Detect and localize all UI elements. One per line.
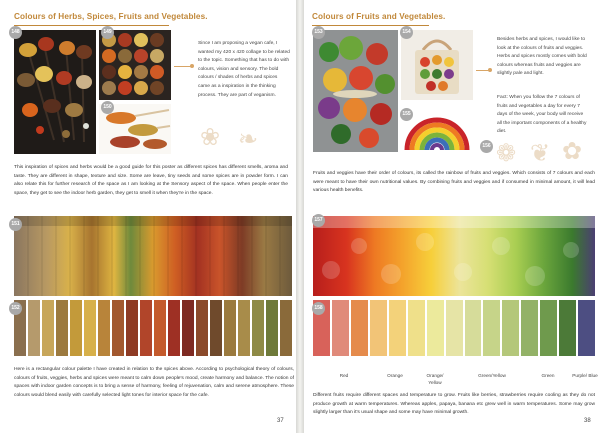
palette-swatch <box>521 300 538 356</box>
palette-swatch <box>42 300 54 356</box>
palette-label-green-yellow: Green/Yellow <box>478 373 506 378</box>
vegetable-basket-photo <box>313 30 398 152</box>
connector-dot <box>190 64 194 68</box>
left-page <box>0 0 296 433</box>
palette-swatch <box>280 300 292 356</box>
palette-swatch <box>427 300 444 356</box>
palette-swatch <box>126 300 138 356</box>
figure-number-155: 155 <box>400 108 413 121</box>
figure-number-150: 150 <box>101 101 114 114</box>
figure-number-154: 154 <box>400 26 413 39</box>
spice-colour-palette <box>14 300 292 356</box>
spices-paragraph: This inspiration of spices and herbs would be a good guide for this poster as different spices has different smells, aroma and taste. They are different in shape, texture and size. Some are leave, tiny seeds and some spices are in powder form. I can also relate this for further research of the space as I am looking at the Sensory aspect of the space. When people enter the space, they get to see the indoor herb garden, they get to smell it when they're in the space. <box>14 165 288 196</box>
palette-label-orange-yellow: Orange/ Yellow <box>426 373 444 385</box>
palette-swatch <box>266 300 278 356</box>
palette-swatch <box>465 300 482 356</box>
leaf-decoration-icon: ❀ <box>200 124 221 151</box>
palette-label-green: Green <box>541 373 555 378</box>
figure-number-149: 149 <box>101 26 114 39</box>
palette-swatch <box>238 300 250 356</box>
figure-number-153: 153 <box>312 26 325 39</box>
spice-row-photo <box>14 216 292 296</box>
right-page-title: Colours of Fruits and Vegetables. <box>312 12 446 21</box>
palette-swatch <box>502 300 519 356</box>
palette-swatch <box>168 300 180 356</box>
fruit-vegetable-row-photo <box>313 216 595 296</box>
palette-swatch <box>28 300 40 356</box>
palette-swatch <box>56 300 68 356</box>
leaf-decoration-icon: ❦ <box>530 140 551 167</box>
palette-label-orange: Orange <box>387 373 403 378</box>
leaf-decoration-icon: ❧ <box>238 126 259 153</box>
fact-description: Fact: When you follow the 7 colours of fruits and vegetables a day for every 7 days of the week, your body will receive all the important components of a healthy diet. <box>497 95 587 135</box>
palette-swatch <box>70 300 82 356</box>
palette-swatch <box>252 300 264 356</box>
figure-number-157: 157 <box>312 214 325 227</box>
palette-swatch <box>332 300 349 356</box>
spice-spoons-photo <box>14 30 96 154</box>
palette-label-red: Red <box>339 373 349 378</box>
title-rule <box>312 25 429 26</box>
side-description: Since I am proposing a vegan cafe, I wanted my 420 x 420 collage to be related to the topic. Something that has to do with colours, vision and sensory. The bold colours / shades of herbs and spices came as a inspiration in the thinking process. They are part of veganism. <box>198 41 290 98</box>
fruit-decoration-icon: ✿ <box>562 138 583 165</box>
palette-swatch <box>210 300 222 356</box>
palette-swatch <box>112 300 124 356</box>
palette-swatch <box>154 300 166 356</box>
left-page-title: Colours of Herbs, Spices, Fruits and Vegetables. <box>14 12 208 21</box>
palette-swatch <box>196 300 208 356</box>
palette-label-purple-blue: Purple/ Blue <box>572 373 598 378</box>
fruit-decoration-icon: ❁ <box>496 140 517 167</box>
figure-number-158: 158 <box>312 302 325 315</box>
palette-swatch <box>182 300 194 356</box>
palette-swatch <box>483 300 500 356</box>
palette-swatch <box>446 300 463 356</box>
palette-swatch <box>559 300 576 356</box>
palette-swatch <box>351 300 368 356</box>
rainbow-paragraph: Fruits and veggies have their order of colours, its called the rainbow of fruits and veggies. Which consists of 7 colours and each were meant to have their own nutritional values. By combining fruits and veggies and if consumed in minimal amount, it will lead various health benefits. <box>313 171 595 194</box>
palette-swatch <box>84 300 96 356</box>
figure-number-148: 148 <box>9 26 22 39</box>
figure-number-151: 151 <box>9 218 22 231</box>
fruits-side-description: Besides herbs and spices, I would like to look at the colours of fruits and veggies. Herbs and spices mostly comes with bold colours whereas fruits and veggies are slightly pale and light. <box>497 37 587 77</box>
figure-number-152: 152 <box>9 302 22 315</box>
figure-number-156: 156 <box>480 140 493 153</box>
palette-swatch <box>540 300 557 356</box>
spice-bowls-photo <box>99 30 171 100</box>
palette-swatch <box>408 300 425 356</box>
growth-paragraph: Different fruits require different spaces and temperature to grow. Fruits like berries, strawberries require cooling as they do not produce growth at warm temperatures. Whereas apples, papaya, banana etc grew well in warm temperatures. Some may grow slightly larger than it's usual shape and some may have minimal growth. <box>313 393 595 416</box>
connector-dot <box>488 68 492 72</box>
palette-swatch <box>370 300 387 356</box>
produce-bag-photo <box>401 30 473 100</box>
palette-swatch <box>140 300 152 356</box>
palette-paragraph: Here is a rectangular colour palette I have created in relation to the spices above. According to psychological theory of colours, colours of fruits, veggies, herbs and spices were meant to calm down people's mood, create harmony and balance. The notion of spaces with indoor garden concepts is to bring a sense of harmony, feeling of rejuvenation, calm and serene atmosphere. These colours would blend easily with carefully selected light tones for interior space for the cafe. <box>14 367 294 398</box>
page-number: 37 <box>277 418 284 424</box>
palette-swatch <box>224 300 236 356</box>
book-gutter <box>296 0 304 433</box>
title-rule <box>14 25 169 26</box>
page-number: 38 <box>584 418 591 424</box>
right-page <box>304 0 600 433</box>
palette-swatch <box>389 300 406 356</box>
palette-swatch <box>98 300 110 356</box>
palette-swatch <box>578 300 595 356</box>
fruit-colour-palette <box>313 300 595 356</box>
